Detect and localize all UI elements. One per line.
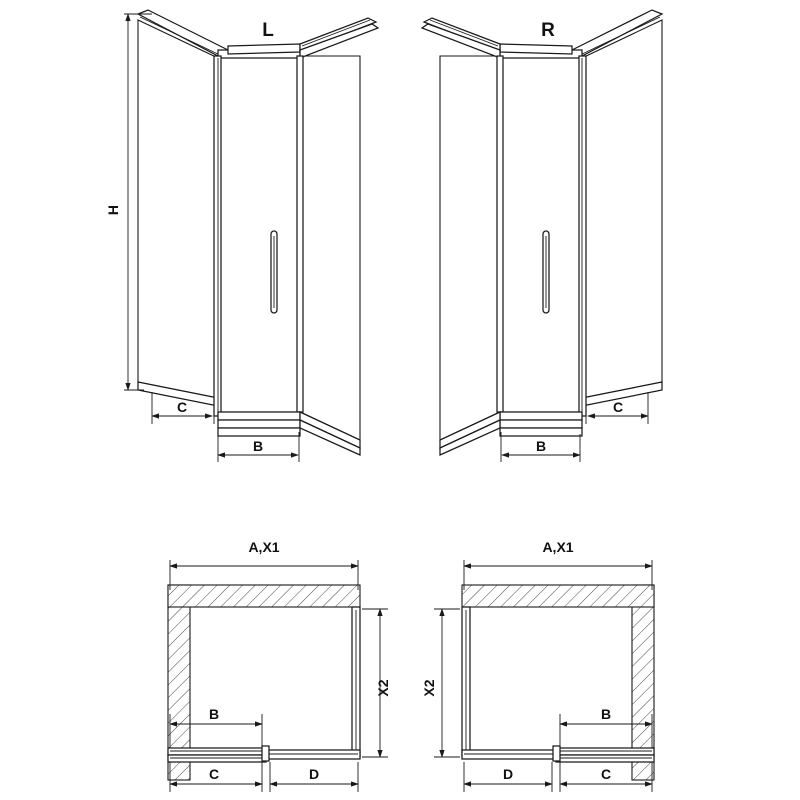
plan-right-fixed-label: D — [502, 766, 514, 782]
elevation-right-title: R — [541, 20, 555, 41]
elevation-left-side-panel-label: C — [176, 399, 188, 415]
elevation-left-door-label: B — [252, 438, 264, 454]
elevation-right-group — [422, 10, 662, 462]
elevation-right-side-panel-label: C — [612, 399, 624, 415]
plan-left-fixed-label: D — [308, 766, 320, 782]
plan-right-group — [421, 539, 654, 792]
elevation-left-title: L — [262, 20, 274, 41]
plan-right-depth-label: X2 — [421, 679, 437, 697]
plan-left-overall-label: A,X1 — [248, 539, 280, 555]
plan-right-door-label: B — [600, 706, 612, 722]
plan-left-depth-label: X2 — [375, 679, 391, 697]
plan-left-group — [168, 539, 391, 792]
plan-left-panel-label: C — [208, 766, 220, 782]
elevation-right-door-label: B — [535, 438, 547, 454]
elevation-left-height-label: H — [105, 204, 121, 216]
plan-right-panel-label: C — [600, 766, 612, 782]
plan-right-overall-label: A,X1 — [542, 539, 574, 555]
plan-left-door-label: B — [208, 706, 220, 722]
elevation-left-group — [105, 10, 378, 462]
